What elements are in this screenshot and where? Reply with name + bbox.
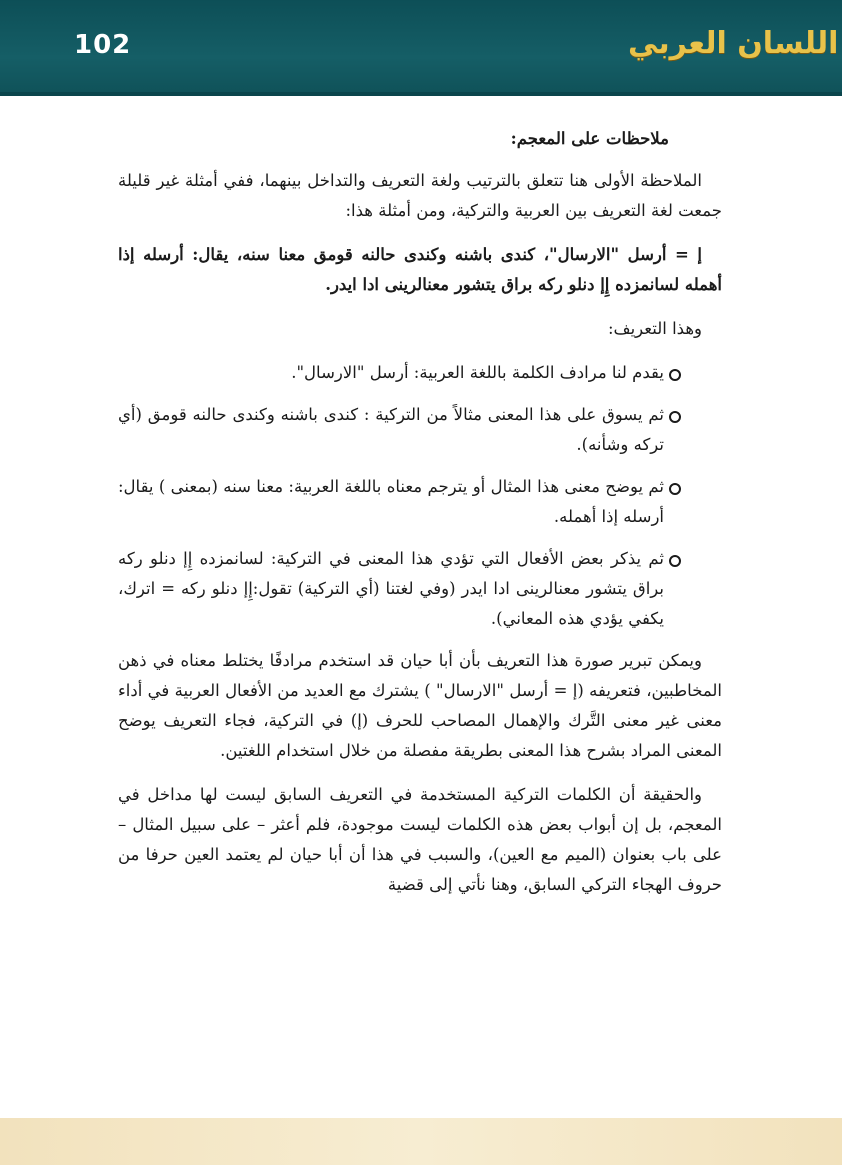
page-number: 102 bbox=[74, 30, 132, 60]
page-footer-band bbox=[0, 1118, 842, 1165]
section-heading: ملاحظات على المعجم: bbox=[510, 129, 669, 148]
intro-paragraph: وهذا التعريف: bbox=[607, 319, 702, 338]
page-content bbox=[118, 124, 722, 914]
paragraph-1: الملاحظة الأولى هنا تتعلق بالترتيب ولغة التعريف والتداخل بينهما، ففي أمثلة غير قليلة جمعت لغة التعريف بين العربية والتركية، ومن أمثلة هذا: bbox=[118, 171, 722, 220]
example-paragraph: إ = أرسل "الارسال"، كندى باشنه وكندى حالنه قومق معنا سنه، يقال: أرسله إذا أهمله لسانمزده إِإ دنلو ركه براق يتشور معنالرينى ادا ايدر. bbox=[118, 245, 722, 294]
journal-logo: اللسان العربي bbox=[628, 26, 839, 61]
list-item: ثم يسوق على هذا المعنى مثالاً من التركية : كندى باشنه وكندى حالنه قومق (أي تركه وشأنه). bbox=[118, 400, 722, 460]
page-header bbox=[0, 0, 842, 96]
paragraph-2: ويمكن تبرير صورة هذا التعريف بأن أبا حيان قد استخدم مرادفًا يختلط معناه في ذهن المخاطبين، فتعريفه (إ = أرسل "الارسال" ) يشترك مع العديد من الأفعال العربية في أداء معنى غير معنى التَّرك والإهمال المصاحب للحرف (إ) في التركية، فجاء التعريف يوضح المعنى المراد بشرح هذا المعنى بطريقة مفصلة من خلال استخدام اللغتين. bbox=[118, 651, 722, 760]
bullet-list bbox=[118, 358, 722, 634]
paragraph-3: والحقيقة أن الكلمات التركية المستخدمة في التعريف السابق ليست لها مداخل في المعجم، بل إن أبواب بعض هذه الكلمات ليست موجودة، فلم أعثر – على سبيل المثال – على باب بعنوان (الميم مع العين)، والسبب في هذا أن أبا حيان لم يعتمد العين حرفا من حروف الهجاء التركي السابق، وهنا نأتي إلى قضية bbox=[118, 785, 722, 894]
list-item: ثم يذكر بعض الأفعال التي تؤدي هذا المعنى في التركية: لسانمزده إِإ دنلو ركه براق يتشور معنالرينى ادا ايدر (وفي لغتنا (أي التركية) تقول:إِإ دنلو ركه = اترك، يكفي يؤدي هذه المعاني). bbox=[118, 544, 722, 634]
list-item: يقدم لنا مرادف الكلمة باللغة العربية: أرسل "الارسال". bbox=[118, 358, 722, 388]
list-item: ثم يوضح معنى هذا المثال أو يترجم معناه باللغة العربية: معنا سنه (بمعنى ) يقال: أرسله إذا أهمله. bbox=[118, 472, 722, 532]
